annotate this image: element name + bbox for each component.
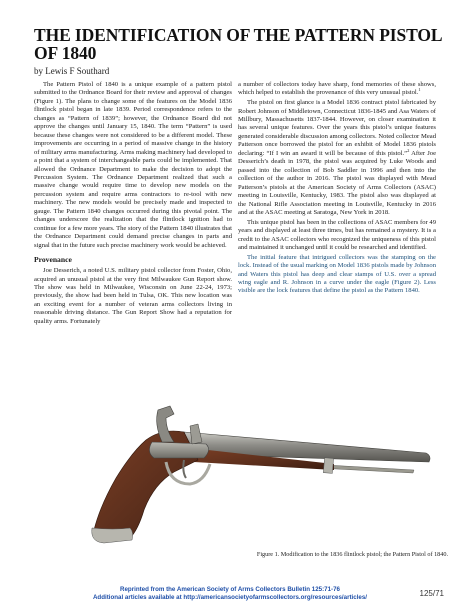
barrel-band bbox=[323, 458, 333, 474]
reprint-footer bbox=[60, 586, 400, 601]
intro-paragraph: The Pattern Pistol of 1840 is a unique example of a pattern pistol submitted to the Ordnance Board for their review and approval of changes (Figure 1). The plans to change some of the features on the Model 1836 flintlock pistol began in late 1839. Period correspondence refers to the changes as “Pattern of 1839”; however, the Ordnance Board did not approve the changes until January 15, 1840. The term “Pattern” is used because these changes were not considered to be a different model. These improvements are occurring in a period of massive change in the history of military arms manufacturing. Arms making machinery had developed to a point that a system of interchangeable parts could be implemented. That allowed the Ordnance Department to make the decision to adopt the Percussion System. The Ordnance Department realized that such a massive change would require time to develop new models on the percussion system and require arms contractors to re-tool with new machinery. The new models would be precisely made and inspected to gauge. The Pattern 1840 changes occurred during this pivotal point. The changes underscore the realization that the flintlock ignition had to continue for a few more years. The story of the Pattern 1840 illustrates that the Ordnance Department could demand precise changes in parts and signal that in the future such precise machinery work would be achieved. bbox=[34, 81, 232, 249]
article-title: THE IDENTIFICATION OF THE PATTERN PISTOL OF 1840 bbox=[34, 25, 442, 63]
figure-caption: Figure 1. Modification to the 1836 flintlock pistol; the Pattern Pistol of 1840. bbox=[256, 551, 448, 558]
unique-pistol-paragraph: This unique pistol has been in the collections of ASAC members for 49 years and displayed at least three times, but has remained a mystery. It is a credit to the ASAC collectors who recognized the uniqueness of this pistol and maintained it unchanged until it could be researched and identified. bbox=[238, 218, 436, 251]
articles-link[interactable]: Additional articles available at http://americansocietyofarmscollectors.org/resources/articles/ bbox=[92, 593, 368, 601]
left-column bbox=[34, 81, 232, 327]
continued-paragraph bbox=[238, 81, 436, 98]
byline: by Lewis F Southard bbox=[34, 66, 110, 76]
reprint-line: Reprinted from the American Society of Arms Collectors Bulletin 125:71-76 bbox=[120, 586, 340, 593]
first-glance-paragraph bbox=[238, 99, 436, 217]
first-glance-text: The pistol on first glance is a Model 1836 contract pistol fabricated by Robert Johnson of Middletown, Connecticut 1836-1845 and Asa Waters of Millbury, Massachusetts 1837-1844. However, on closer examination it has several unique features. Over the years this pistol’s unique features generated considerable discussion among collectors. Noted collector Mead Patterson once borrowed the pistol for an exhibit of Model 1836 pistols declaring: “If I win an award it will be because of this pistol.” bbox=[238, 99, 436, 157]
right-column bbox=[238, 81, 436, 297]
footnote-marker-1: 1 bbox=[418, 87, 421, 93]
flintlock-pistol-photo bbox=[34, 380, 444, 550]
continued-text: a number of collectors today have sharp, fond memories of these shows, which helped to establish the provenance of this very unusual pistol. bbox=[238, 81, 436, 97]
footnote-marker-2: 2 bbox=[407, 147, 410, 153]
section-heading-provenance: Provenance bbox=[34, 255, 72, 265]
lock-feature-paragraph: The initial feature that intrigued collectors was the stamping on the lock. Instead of the usual marking on Model 1836 pistols made by Johnson and Waters this pistol has deep and clear stamps of U.S. over a spread wing eagle and R. Johnson in a curve under the eagle (Figure 2). Less visible are the lock features that define the pistol as the Pattern 1840. bbox=[238, 253, 436, 295]
lock-plate bbox=[149, 442, 208, 458]
figure-1 bbox=[34, 380, 444, 550]
butt-cap bbox=[92, 528, 133, 543]
provenance-paragraph: Joe Desserich, a noted U.S. military pistol collector from Foster, Ohio, acquired an unusual pistol at the very first Milwaukee Gun Report show. The show was held in Milwaukee, Wisconsin on June 22-24, 1973; previously, the show had been held in Tulsa, OK. This new location was an exciting event for a number of veteran arms collectors living in reasonable driving distance. The Gun Report Show had a reputation for quality arms. Fortunately bbox=[34, 267, 232, 325]
frizzen bbox=[190, 424, 202, 444]
page-number: 125/71 bbox=[419, 589, 444, 598]
first-glance-text-rest: After Joe Desserich’s death in 1978, the pistol was acquired by Luke Woods and passed into the collection of Bob Saddler in 1996 and then into the collection of the author in 2016. The pistol was displayed with Mead Patterson’s pistols at the American Society of Arms Collectors (ASAC) meeting in Louisville, Kentucky, 1983. The pistol also was displayed at the National Rifle Association meeting in Louisville, Kentucky in 2016 and at the ASAC meeting at Saratoga, New York in 2018. bbox=[238, 149, 437, 216]
